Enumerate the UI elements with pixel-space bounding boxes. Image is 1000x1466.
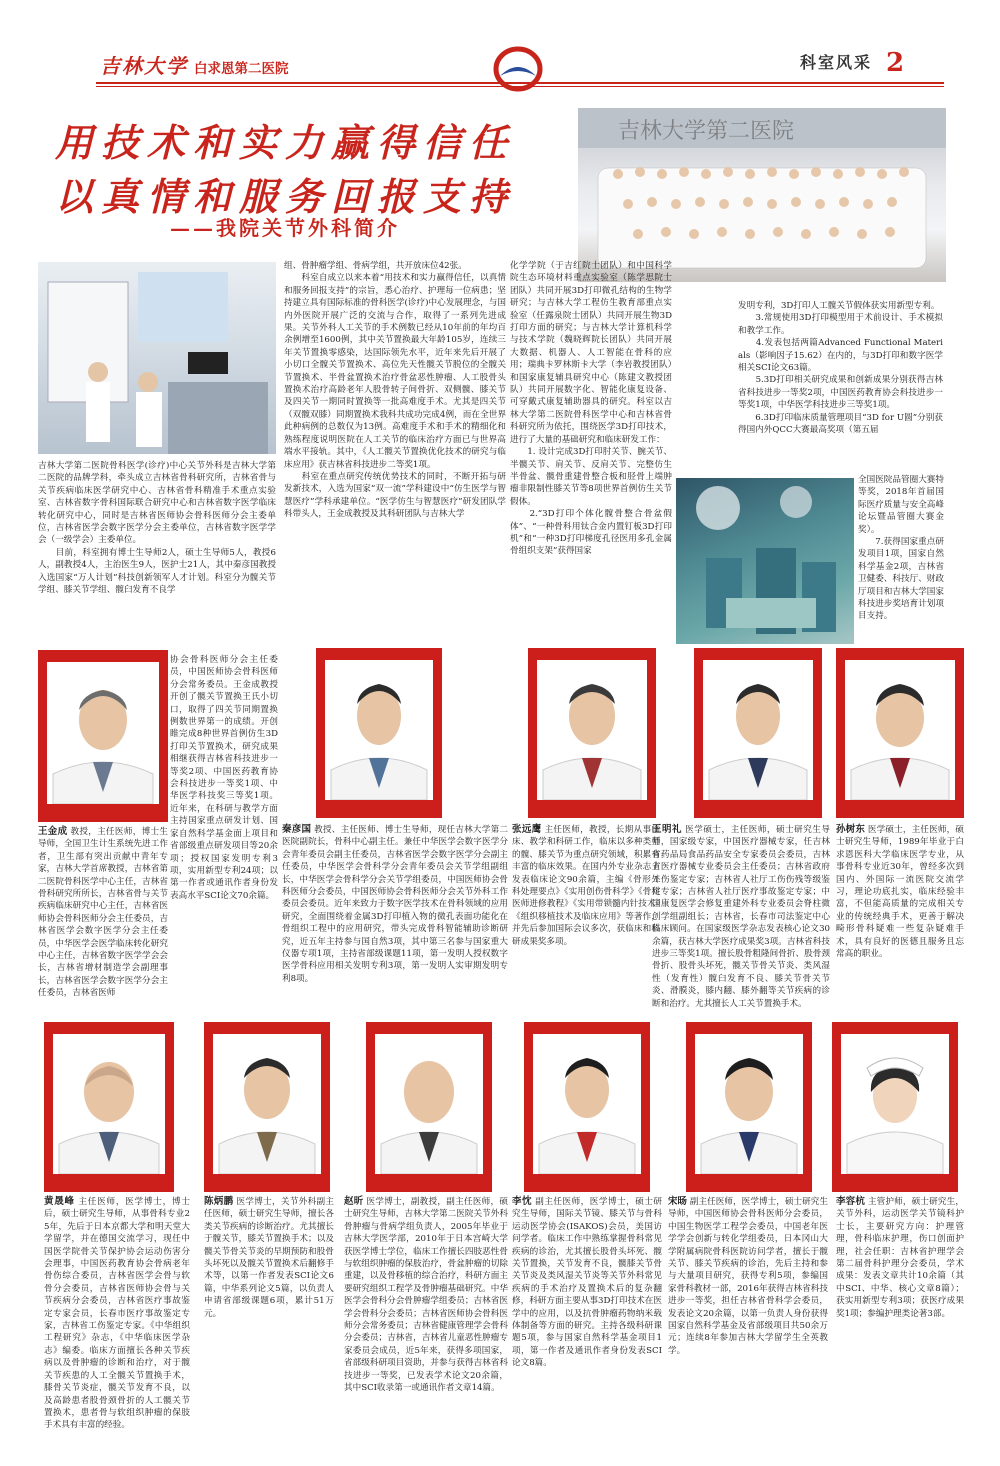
- university-logo: 吉林大学: [100, 54, 188, 78]
- portrait-panel-1: [38, 650, 168, 822]
- avatar: [845, 660, 955, 800]
- section-title: 科室风采: [800, 53, 873, 72]
- portrait-panel-3: [528, 648, 656, 818]
- avatar: [375, 1034, 483, 1174]
- person-desc-6: [44, 1196, 190, 1430]
- exhibition-photo: [38, 262, 276, 454]
- person-bio-1: 教授，主任医师，博士生导师，全国卫生计生系统先进工作者，卫生部有突出贡献中青年专家，吉林大学首席教授，吉林省第二医院骨科医学中心主任，吉林省骨科研究所所长，吉林省骨与关节疾病临床研究中心主任，吉林省医师协会骨科医师分会主任委员，吉林省医学会数字医学分会主任委员，中华医学会医学临床转化研究中心主任，吉林省数字医学学会会长，吉林省增材制造学会副理事长，吉林省医学会数字医学分会主任委员，吉林省医师: [38, 827, 168, 999]
- person-desc-11: [836, 1196, 964, 1436]
- person-bio-2: 教授、主任医师、博士生导师，现任吉林大学第二医院副院长，骨科中心副主任。兼任中华医学会数字医学分会青年委员会副主任委员，吉林省医学会数字医学分会副主任委员，中华医学会骨科学分会青年委员会关节学组副组长，中华医学会骨科学分会关节学组委员，中国医师协会骨科医师分会委员，中国医师协会骨科医师分会关节外科工作委员会委员。近年来致力于数字医学技术在骨科领域的应用研究，全面围绕着金属3D打印植入物的微孔表面功能化在骨组织工程中的应用研究，带头完成骨科智能辅助诊断研究，近五年主持参与国自然3项，其中第三名参与国家重大仪器专项1项，主持省部级课题11项，第一发明人授权数字医学骨科应用相关发明专利3项，第一发明人实审期发明专利8项。: [282, 825, 508, 984]
- group-photo: [578, 108, 946, 282]
- person-name-8: 赵昕: [344, 1196, 364, 1207]
- person-bio-5: 医学硕士，主任医师，硕士研究生导师，1989年毕业于白求恩医科大学临床医学专业，从事骨科专业近30年，曾经多次到国内、外国际一流医院交流学习，理论功底扎实，临床经验丰富，不但能高质量的完成相关专业的传统经典手术，更善于解决畸形骨科疑难一些复杂疑难手术，具有良好的医德且服务且忘常高的职业。: [836, 825, 964, 960]
- person-name-1: 王金成: [38, 826, 68, 837]
- avatar: [841, 1034, 949, 1174]
- person-bio-10: 副主任医师，医学博士，硕士研究生导师，中国医师协会骨科医师分会委员，中国生物医学工程学会委员，中国老年医学学会创新与转化学组委员，日本冈山大学附属病院骨科医院访问学者，擅长于髋关节、膝关节疾病的诊治，先后主持和参与大量项目研究，获得专利5项，参编国家骨科教材一部，2016年获得吉林省科技进步一等奖，担任吉林省骨科学会委员，发表论文20余篇，以第一负责人身份获得国家自然科学基金及省部级项目共50余万元；连续8年参加吉林大学留学生全英教学。: [668, 1197, 828, 1356]
- avatar: [53, 1034, 165, 1174]
- svg-text:吉林大学第二医院: 吉林大学第二医院: [618, 119, 795, 144]
- person-name-4: 王明礼: [652, 824, 682, 835]
- article-col1: 吉林大学第二医院骨科医学(诊疗)中心关节外科是吉林大学第二医院的品牌学科，牵头成立吉林省骨科研究所，吉林省骨与关节疾病临床医学研究中心、吉林省骨科精准手术重点实验室、吉林省数字骨科国际联合研究中心和吉林省数字医学临床转化研究中心，同时是吉林省医师协会骨科医师分会主委单位，吉林省医学会数字医学分会主委单位，吉林省数字医学学会（一级学会）主委单位。 目前，科室拥有博士生导师2人，硕士生导师5人，教授6人，副教授4人，主治医生9人，医护士21人，其中秦彦国教授入选国家“万人计划”科技创新领军人才计划。科室分为髋关节学组、膝关节学组、髋臼发育不良学: [38, 461, 276, 596]
- person-bio-11: 主管护师，硕士研究生，关节外科，运动医学关节镜科护士长，主要研究方向：护理管理，骨科临床护理，伤口创面护理，社会任职：吉林省护理学会第二届骨科护理分会委员，学术成果：发表文章共计10余篇（其中SCI、中华、核心文章8篇）；获实用新型专利3项；获医疗成果奖1项；参编护理类论著3部。: [836, 1197, 964, 1319]
- person-desc-2: [282, 824, 508, 1034]
- headline-line1: 用技术和实力赢得信任: [55, 120, 516, 165]
- headline-subtitle: ——我院关节外科简介: [170, 216, 400, 240]
- person-name-11: 李容杭: [836, 1196, 865, 1207]
- person-desc-5: [836, 824, 964, 1014]
- person-bio-3: 主任医师，教授，长期从事临床、教学和科研工作，临床以多种类型的髋、膝关节为重点研究领域，积累有丰富的临床效果。在国内外专业杂志上发表临床论文90余篇，主编《骨形外科处理要点》《实用创伤骨科学》《骨科医师进修教程》《实用带锁髓内针技术》《组织移植技术及临床应用》等著作，并先后参加国际会议多次，获临床和科研成果奖多项。: [512, 825, 660, 947]
- person-desc-10: [668, 1196, 828, 1436]
- portrait-panel-7: [204, 1022, 330, 1192]
- person-desc-8: [344, 1196, 508, 1436]
- portrait-panel-5: [836, 648, 964, 818]
- person-aside-1: 协会骨科医师分会主任委员，中国医师协会骨科医师分会常务委员。王金成教授开创了髋关节置换王氏小切口，取得了四关节同期置换例数世界第一的成绩。开创睢完成8种世界首例仿生3D打印关节置换术，研究成果相继获得吉林省科技进步一等奖2项、中国医药教育协会科技进步一等奖1项、中华医学科技奖三等奖1项。近年来，在科研与教学方面主持国家重点研发计划、国家自然科学基金面上项目和省部级重点研发项目等20余项；授权国家发明专利3项，实用新型专利24项；以第一作者或通讯作者身份发表高水平SCI论文70余篇。: [170, 655, 278, 901]
- article-col4a: 发明专利，3D打印人工髋关节假体获实用新型专利。 3.常规使用3D打印模型用于术前设计、手术模拟和教学工作。 4.发表包括两篇Advanced Functional Materials（影响因子15.62）在内的，与3D打印和数字医学相关SCI论文63篇。 5.3D打印相关研究成果和创新成果分别获得吉林省科技进步一等奖2项，中国医药教育协会科技进步一等奖1项，中华医学科技进步三等奖1项。 6.3D打印临床质量管理项目“3D for U圆”分别获得国内外QCC大赛最高奖项（第五届: [738, 301, 943, 436]
- portrait-panel-8: [366, 1022, 492, 1192]
- avatar: [695, 1034, 803, 1174]
- person-name-6: 黄晟峰: [44, 1196, 75, 1207]
- person-name-3: 张远鹰: [512, 824, 542, 835]
- person-bio-9: 副主任医师，医学博士，硕士研究生导师，国际关节镜、膝关节与骨科运动医学协会(ISAKOS)会员，美国访问学者。临床工作中熟练掌握骨科常见疾病的诊治，尤其擅长股骨头坏死、髋关节置换，关节发育不良，髋膝关节骨关节炎及类风湿关节炎等关节外科常见疾病的手术治疗及置换术后的复杂翻修，科研方面主要从事3D打印技术在医学中的应用，以及抗骨肿瘤药物纳米载体制备等方面的研究。主持各级科研课题5项，参与国家自然科学基金项目1项，第一作者及通讯作者身份发表SCI论文8篇。: [512, 1197, 662, 1369]
- masthead: [100, 50, 360, 76]
- person-name-5: 孙树东: [836, 824, 865, 835]
- avatar: [533, 1034, 641, 1174]
- surgery-photo: [676, 478, 854, 644]
- article-col4b: 全国医院品管圈大赛特等奖，2018年首届国际医疗质量与安全高峰论坛暨品管圈大赛金奖）。 7.获得国家重点研发项目1项，国家自然科学基金2项，吉林省卫健委、科技厅、财政厅项目和吉林大学国家科技进步奖培育计划项目支持。: [858, 475, 944, 622]
- person-name-7: 陈炳鹏: [204, 1196, 234, 1207]
- person-bio-7: 医学博士，关节外科副主任医师，硕士研究生导师，擅长各类关节疾病的诊断治疗。尤其擅长于髋关节，膝关节置换手术；以及髋关节骨关节炎的早期预防和股骨头坏死以及髋关节置换术后翻修手术等，以第一作者发表SCI论文6篇，中华系列论文5篇，以负责人申请省部级课题6项，累计51万元。: [204, 1197, 334, 1319]
- person-bio-4: 医学硕士，主任医师，硕士研究生导师，国家级专家，中国医疗器械专家，任吉林省药品局食品药品安全专家委员会委员，吉林省医疗器械专业委员会主任委员；吉林省政府工伤鉴定专家；吉林省人社厅工伤伤残等级鉴定专家；吉林省人社厅医疗事故鉴定专家；中国康复医学会修复重建外科专业委员会脊柱微创学组副组长；吉林省，长春市司法鉴定中心临床顾问。在国家级医学杂志发表核心论文30余篇，获吉林大学医疗成果奖3项。吉林省科技进步三等奖1项。擅长股骨粗隆间骨折、股骨颈骨折、股骨头坏死，髋关节骨关节炎、类风湿性（发育性）髋臼发育不良、膝关节骨关节炎、滑膜炎，膝内翻、膝外翻等关节疾病的诊断和治疗。尤其擅长人工关节置换手术。: [652, 825, 830, 1009]
- person-desc-7: [204, 1196, 334, 1386]
- person-bio-8: 医学博士，副教授，副主任医师，硕士研究生导师，吉林大学第二医院关节外科骨肿瘤与骨病学组负责人，2005年毕业于吉林大学医学部，2010年于日本宫崎大学获医学博士学位，临床工作擅长四肢恶性骨与软组织肿瘤的保肢治疗，骨盆肿瘤的切除重建，以及骨移植的综合治疗，科研方面主要研究组织工程学及骨肿瘤基础研究。中华医学会骨科分会骨肿瘤学组委员；吉林省医学会骨科分会委员；吉林省医师协会骨科医师分会常务委员；吉林省健康管理学会骨科分会委员；吉林省，吉林省儿童恶性肿瘤专家委员会成员，近5年来，获得多项国家，省部级科研项目资助，并参与获得吉林省科技进步一等奖，已发表学术论文20余篇，其中SCI收录第一或通讯作者文章14篇。: [344, 1197, 508, 1394]
- header-rule: [96, 82, 944, 84]
- person-bio-6: 主任医师，医学博士，博士后，硕士研究生导师，从事骨科专业25年，先后于日本京都大学和明天堂大学留学，并在德国交流学习，现任中国医学院骨关节保护协会运动伤害分会理事，中国医药教育协会骨病老年骨伤综合委员，吉林省医学会骨与软骨分会委员，吉林省医师协会骨与关节疾病分会委员，吉林省医疗事故鉴定专家会员，长春市医疗事故鉴定专家，吉林省工伤鉴定专家。《中华组织工程研究》杂志，《中华临床医学杂志》编委。临床方面擅长各种关节疾病以及骨肿瘤的诊断和治疗，对于髋关节疾患的人工全髋关节置换手术，膝骨关节炎症，髋关节发育不良，以及高龄患者股骨颈骨折的人工髋关节置换术，患者骨与软组织肿瘤的保肢手术具有丰富的经验。: [44, 1197, 190, 1431]
- person-name-2: 秦彦国: [282, 824, 312, 835]
- person-name-10: 宋旸: [668, 1196, 688, 1207]
- header-rule-thin: [96, 86, 944, 87]
- portrait-panel-4: [694, 648, 822, 818]
- portrait-panel-2: [316, 648, 442, 818]
- avatar: [213, 1034, 321, 1174]
- person-desc-9: [512, 1196, 662, 1436]
- page-number: 2: [886, 48, 905, 78]
- headline-line2: 以真情和服务回报支持: [55, 174, 516, 219]
- avatar: [47, 662, 159, 804]
- section-header: [800, 48, 940, 78]
- portrait-panel-6: [44, 1022, 174, 1192]
- avatar: [325, 660, 433, 800]
- person-desc-4: [652, 824, 830, 1024]
- hospital-name: 白求恩第二医院: [194, 61, 289, 77]
- avatar: [703, 660, 813, 800]
- portrait-panel-11: [832, 1022, 958, 1192]
- person-name-9: 李忱: [512, 1196, 532, 1207]
- avatar: [537, 660, 647, 800]
- article-col3: 化学学院（于吉红院士团队）和中国科学院生态环境材料重点实验室（陈学思院士团队）共同开展3D打印微孔结构的生物学研究；与吉林大学工程仿生教育部重点实验室（任露泉院士团队）共同开展生物3D打印方面的研究；与吉林大学计算机科学与技术学院（魏晓辉院长团队）共同开展大数据、机器人、人工智能在骨科的应用；瑞典卡罗林斯卡大学（李岩教授团队）和国家康复辅具研究中心（陈建文教授团队）共同开展数字化、智能化康复设备、可穿戴式康复辅助器具的研究。科室以吉林大学第二医院骨科医学中心和吉林省骨科研究所为依托，围绕医学3D打印技术，进行了大量的基础研究和临床研发工作： 1. 设计完成3D打印肘关节、腕关节、半髋关节、肩关节、反肩关节、完整仿生半骨盆、髋骨重建骨整合板和胫骨上端肿瘤非限制性膝关节等8项世界首例仿生关节假体。 2.“3D打印个体化髋骨整合骨盆假体”、“一种骨科用钛合金内置钉板3D打印机”和“一种3D打印梯度孔径医用多孔金属骨组织支架”获得国家: [510, 261, 672, 557]
- portrait-panel-9: [524, 1022, 650, 1192]
- article-col2: 组、骨肿瘤学组、骨病学组，共开放床位42张。 科室自成立以来本着“用技术和实力赢得信任，以真情和服务回报支持”的宗旨，悉心治疗、护理每一位病患；坚持建立具有国际标准的骨科医学(诊疗)中心发展理念，与国内外医院开展广泛的交流与合作，取得了一系列先进成果。关节外科人工关节的手术例数已经从10年前的年均百余例增至1600例，其中关节置换最大年龄105岁，连续三年关节置换零感染，达国际领先水平，近年来先后开展了小切口全髋关节置换术、高位先天性髋关节脱位的全髋关节置换术、半骨盆置换术治疗骨盆恶性肿瘤、人工股骨头置换术治疗高龄老年人股骨转子间骨折、双侧髋、膝关节及四关节一期同时置换等一批高难度手术。尤其是四关节（双髋双膝）同期置换术我科共成功完成4例，而在全世界此种病例的总数仅为13例。高难度手术和手术的精细化和熟练程度说明医院在人工关节的临床治疗方面已与世界高端水平接轨。其中，《人工髋关节置换优化技术的研究与临床应用》获吉林省科技进步二等奖1项。 科室在重点研究传统优势技术的同时，不断开拓与研发新技术，入选为国家“双一流”学科建设中“仿生医学与智慧医疗”学科承建单位。“医学仿生与智慧医疗”研发团队学科带头人，王金成教授及其科研团队与吉林大学: [284, 261, 506, 520]
- person-desc-3: [512, 824, 660, 1024]
- portrait-panel-10: [686, 1022, 812, 1192]
